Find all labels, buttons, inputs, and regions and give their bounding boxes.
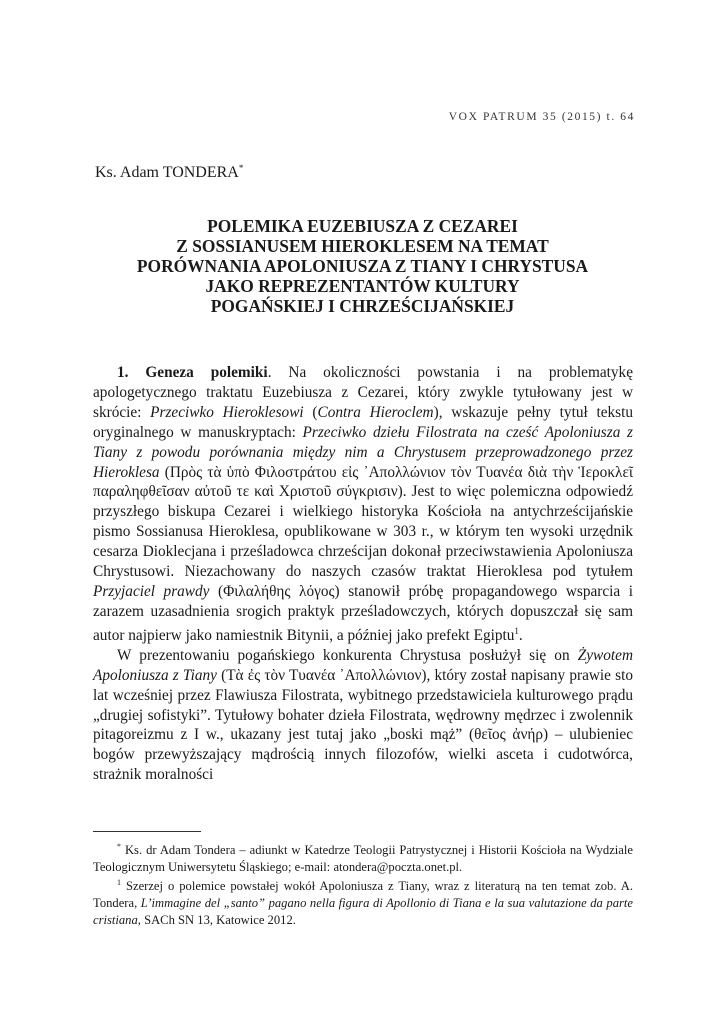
title-line: JAKO REPREZENTANTÓW KULTURY [205, 276, 520, 296]
footnotes [93, 839, 633, 928]
title-line: POLEMIKA EUZEBIUSZA Z CEZAREI [207, 216, 518, 236]
footnote-ref-1[interactable]: 1 [514, 625, 519, 636]
footnote-divider [93, 831, 201, 832]
author-line [95, 164, 243, 182]
footnote-author: * Ks. dr Adam Tondera – adiunkt w Katedrze Teologii Patrystycznej i Historii Kościoła na Wydziale Teologicznym Uniwersytetu Śląskiego; e-mail: atondera@poczta.onet.pl. [93, 842, 633, 874]
paragraph-2: W prezentowaniu pogańskiego konkurenta Chrystusa posłużył się on Żywotem Apoloniusza z Tiany (Τὰ ἐς τὸν Τυανέα ᾿Απολλώνιον), który został napisany prawie sto lat wcześniej przez Flawiusza Filostrata, wybitnego przedstawiciela kulturowego prądu „drugiej sofistyki”. Tytułowy bohater dzieła Filostrata, wędrowny mędrzec i zwolennik pitagoreizmu z I w., ukazany jest tutaj jako „boski mąż” (θεῖος ἀνήρ) – ulubieniec bogów przewyższający mądrością innych filozofów, wielki asceta i cudotwórca, strażnik moralności [93, 646, 633, 784]
section-heading: 1. Geneza polemiki [117, 364, 268, 381]
author-footnote-mark: * [238, 163, 244, 173]
title-line: POGAŃSKIEJ I CHRZEŚCIJAŃSKIEJ [210, 296, 515, 316]
running-head: VOX PATRUM 35 (2015) t. 64 [448, 111, 635, 123]
article-title [80, 216, 645, 316]
author-name: Ks. Adam TONDERA [95, 164, 239, 181]
footnote-1: $^1$ Szerzej o polemice powstałej wokół Apoloniusza z Tiany, wraz z literaturą na ten temat zob. A. Tondera, L’immagine del „santo” pagano nella figura di Apollonio di Tiana e la sua valutazione da parte cristiana, SACh SN 13, Katowice 2012. [93, 878, 633, 927]
title-line: PORÓWNANIA APOLONIUSZA Z TIANY I CHRYSTUSA [136, 256, 589, 276]
title-line: Z SOSSIANUSEM HIEROKLESEM NA TEMAT [176, 236, 549, 256]
paragraph-1: 1. Geneza polemiki. Na okoliczności powstania i na problematykę apologetycznego traktatu Euzebiusza z Cezarei, który zwykle tytułowany jest w skrócie: Przeciwko Hieroklesowi (Contra Hieroclem), wskazuje pełny tytuł tekstu oryginalnego w manuskryptach: Przeciwko dziełu Filostrata na cześć Apoloniusza z Tiany z powodu porównania między nim a Chrystusem przeprowadzonego przez Hieroklesa (Πρὸς τὰ ὑπὸ Φιλοστράτου εἰς ᾿Απολλώνιον τὸν Τυανέα διὰ τὴν Ἱεροκλεῖ παραληφθεῖσαν αὐτοῦ τε καὶ Χριστοῦ σύγκρισιν). Jest to więc polemiczna odpowiedź przyszłego biskupa Cezarei i wielkiego historyka Kościoła na antychrześcijańskie pismo Sossianusa Hieroklesa, opublikowane w 303 r., w którym ten wysoki urzędnik cesarza Dioklecjana i prześladowca chrześcijan dokonał przeciwstawienia Apoloniusza Chrystusowi. Niezachowany do naszych czasów traktat Hieroklesa pod tytułem Przyjaciel prawdy (Φιλαλήθης λόγος) stanowił próbę propagandowego wsparcia i zarazem uzasadnienia srogich praktyk prześladowczych, których dopuszczał się sam autor najpierw jako namiestnik Bitynii, a później jako prefekt Egiptu$^1$. [93, 364, 634, 644]
article-body [93, 363, 633, 785]
